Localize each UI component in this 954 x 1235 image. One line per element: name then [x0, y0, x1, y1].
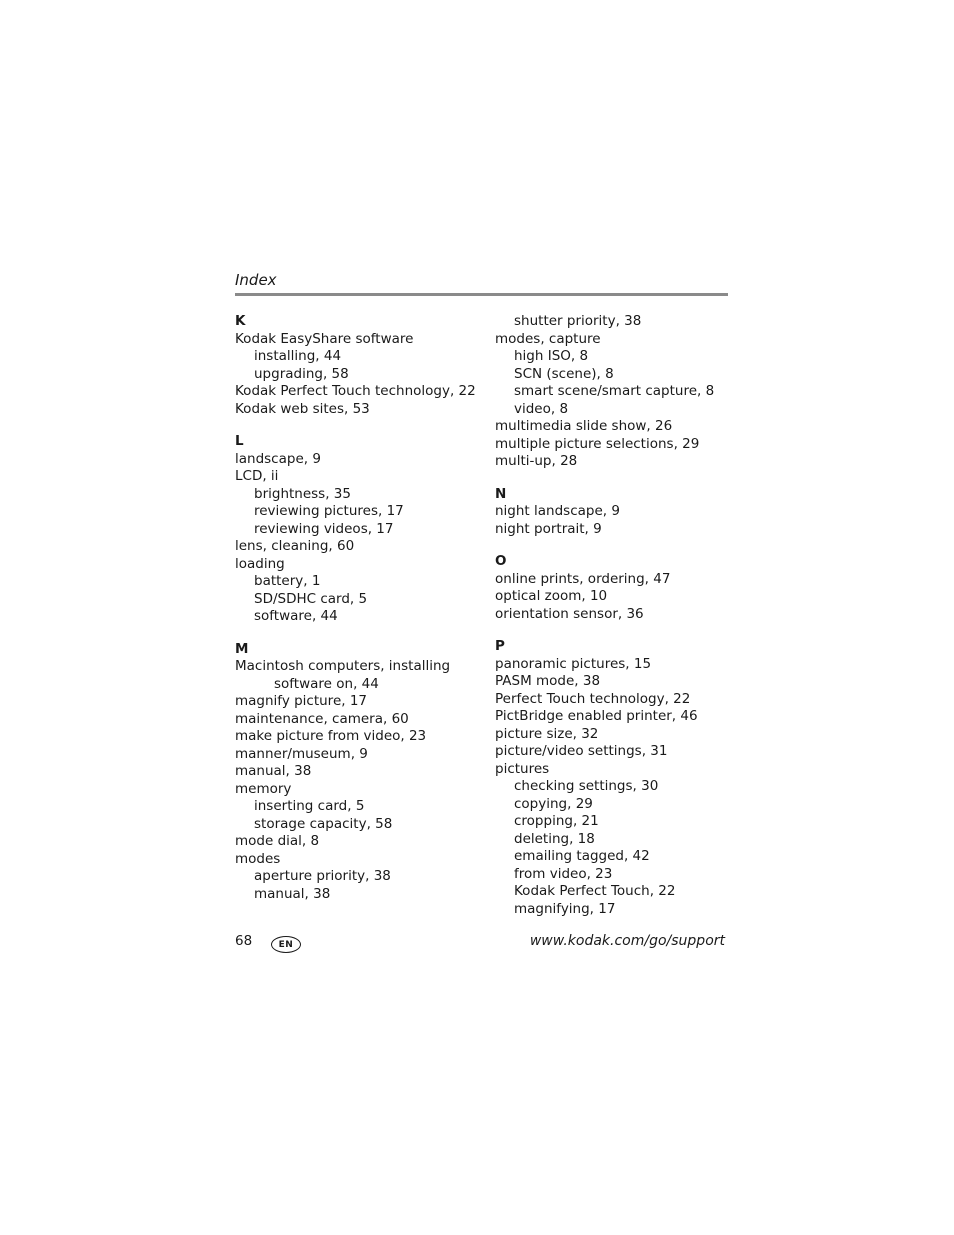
- page-number: 68: [235, 933, 253, 949]
- index-group: [235, 641, 490, 904]
- index-entry: Macintosh computers, installing: [235, 658, 451, 674]
- index-entry: Kodak web sites, 53: [235, 400, 370, 417]
- index-letter-heading: O: [495, 553, 507, 569]
- language-badge-icon: EN: [271, 936, 301, 953]
- page-header-title: Index: [235, 271, 277, 289]
- index-subentry: aperture priority, 38: [254, 868, 391, 884]
- index-entry: manual, 38: [235, 763, 312, 779]
- index-group: [235, 313, 490, 418]
- index-subentry: upgrading, 58: [254, 365, 349, 382]
- index-subentry: video, 8: [514, 400, 569, 417]
- index-letter-heading: N: [495, 485, 507, 502]
- index-letter-heading: K: [235, 313, 246, 329]
- index-subentry: magnifying, 17: [514, 900, 616, 917]
- index-group: [495, 313, 750, 471]
- index-entry: Kodak Perfect Touch technology, 22: [235, 383, 476, 399]
- index-subentry: deleting, 18: [514, 830, 595, 847]
- index-group: [495, 486, 750, 539]
- index-subentry: software on, 44: [274, 675, 379, 692]
- index-letter-heading: P: [495, 638, 505, 654]
- index-entry: mode dial, 8: [235, 833, 320, 849]
- index-column-right: [495, 313, 750, 933]
- index-entry: PASM mode, 38: [495, 673, 601, 689]
- index-entry: modes, capture: [495, 330, 601, 347]
- index-entry: picture size, 32: [495, 725, 599, 742]
- index-subentry: SCN (scene), 8: [514, 365, 614, 382]
- index-subentry: battery, 1: [254, 573, 321, 589]
- index-entry: online prints, ordering, 47: [495, 570, 671, 587]
- index-entry: multi-up, 28: [495, 453, 578, 469]
- index-entry: lens, cleaning, 60: [235, 538, 355, 554]
- index-letter-heading: M: [235, 640, 249, 657]
- index-subentry: from video, 23: [514, 865, 613, 882]
- index-entry: Kodak EasyShare software: [235, 330, 414, 347]
- index-subentry: shutter priority, 38: [514, 313, 642, 329]
- index-subentry: reviewing pictures, 17: [254, 503, 404, 519]
- index-subentry: installing, 44: [254, 348, 342, 364]
- index-subentry: high ISO, 8: [514, 348, 589, 364]
- index-entry: optical zoom, 10: [495, 588, 608, 604]
- header-divider: [235, 293, 728, 296]
- index-subentry: SD/SDHC card, 5: [254, 590, 368, 607]
- index-subentry: software, 44: [254, 608, 338, 624]
- index-entry: magnify picture, 17: [235, 693, 368, 709]
- index-letter-heading: L: [235, 433, 244, 449]
- index-entry: modes: [235, 850, 281, 867]
- index-entry: loading: [235, 555, 285, 572]
- index-entry: LCD, ii: [235, 468, 279, 484]
- index-subentry: storage capacity, 58: [254, 815, 393, 832]
- index-group: [235, 433, 490, 626]
- index-entry: PictBridge enabled printer, 46: [495, 708, 698, 724]
- index-entry: multimedia slide show, 26: [495, 418, 673, 434]
- index-entry: orientation sensor, 36: [495, 605, 644, 622]
- index-entry: Perfect Touch technology, 22: [495, 690, 691, 707]
- index-subentry: emailing tagged, 42: [514, 848, 650, 864]
- index-subentry: copying, 29: [514, 795, 593, 812]
- index-entry: night landscape, 9: [495, 503, 620, 519]
- index-subentry: cropping, 21: [514, 813, 599, 829]
- index-subentry: brightness, 35: [254, 485, 351, 502]
- index-entry: landscape, 9: [235, 450, 321, 467]
- index-entry: memory: [235, 780, 292, 797]
- index-entry: panoramic pictures, 15: [495, 655, 652, 672]
- index-entry: pictures: [495, 760, 550, 777]
- index-subentry: Kodak Perfect Touch, 22: [514, 883, 676, 899]
- index-group: [495, 553, 750, 623]
- index-subentry: inserting card, 5: [254, 798, 365, 814]
- index-subentry: checking settings, 30: [514, 778, 659, 794]
- support-url: www.kodak.com/go/support: [529, 933, 725, 949]
- index-entry: manner/museum, 9: [235, 745, 368, 762]
- index-subentry: manual, 38: [254, 885, 331, 902]
- index-entry: multiple picture selections, 29: [495, 435, 700, 452]
- index-subentry: smart scene/smart capture, 8: [514, 383, 715, 399]
- index-subentry: reviewing videos, 17: [254, 520, 394, 537]
- index-entry: make picture from video, 23: [235, 728, 427, 744]
- index-entry: maintenance, camera, 60: [235, 710, 409, 727]
- index-entry: picture/video settings, 31: [495, 743, 668, 759]
- index-column-left: [235, 313, 490, 918]
- index-entry: night portrait, 9: [495, 520, 602, 537]
- index-group: [495, 638, 750, 918]
